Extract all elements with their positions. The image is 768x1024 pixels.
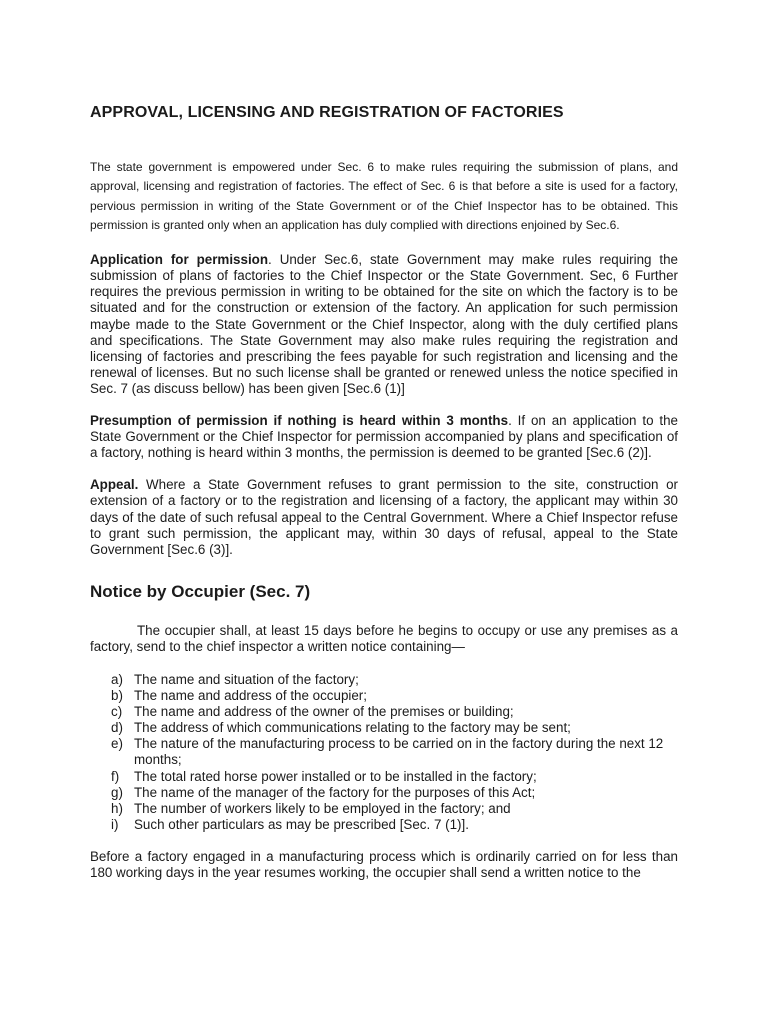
list-marker: i) xyxy=(111,816,119,832)
list-item-text: The name and address of the occupier; xyxy=(134,688,367,704)
document-title: APPROVAL, LICENSING AND REGISTRATION OF FACTORIES xyxy=(90,104,564,121)
list-item-text: The address of which communications relating to the factory may be sent; xyxy=(134,720,571,736)
intro-paragraph: The state government is empowered under Sec. 6 to make rules requiring the submission of plans, and approval, licensing and registration of factories. The effect of Sec. 6 is that before a site is used for a factory, pervious permission in writing of the State Government or of the Chief Inspector has to be obtained. This permission is granted only when an application has duly complied with directions enjoined by Sec.6. xyxy=(90,160,678,232)
closing-paragraph: Before a factory engaged in a manufacturing process which is ordinarily carried on for less than 180 working days in the year resumes working, the occupier shall send a written notice to the xyxy=(90,848,678,880)
appeal-paragraph xyxy=(90,477,678,557)
list-marker: c) xyxy=(111,704,123,720)
list-item-text: The name and situation of the factory; xyxy=(134,671,359,687)
notice-heading: Notice by Occupier (Sec. 7) xyxy=(90,581,311,601)
notice-intro: The occupier shall, at least 15 days before he begins to occupy or use any premises as a factory, send to the chief inspector a written notice containing— xyxy=(90,622,678,654)
list-marker: b) xyxy=(111,688,123,704)
presumption-heading: Presumption of permission if nothing is heard within 3 months xyxy=(90,413,509,429)
appeal-text: Where a State Government refuses to grant permission to the site, construction or extension of a factory or to the registration and licensing of a factory, the applicant may within 30 days of the date of such refusal appeal to the Central Government. Where a Chief Inspector refuse to grant such permission, the applicant may, within 30 days of refusal, appeal to the State Government [Sec.6 (3)]. xyxy=(90,477,678,557)
presumption-paragraph xyxy=(90,413,678,461)
appeal-heading: Appeal. xyxy=(90,477,139,493)
list-marker: a) xyxy=(111,671,123,687)
list-marker: e) xyxy=(111,736,123,752)
list-item xyxy=(90,801,678,817)
list-marker: d) xyxy=(111,720,123,736)
list-marker: f) xyxy=(111,768,120,784)
list-item-text: The name and address of the owner of the premises or building; xyxy=(134,704,514,720)
application-paragraph xyxy=(90,252,678,397)
list-item xyxy=(90,688,678,704)
list-item-text: Such other particulars as may be prescribed [Sec. 7 (1)]. xyxy=(134,816,469,832)
notice-list xyxy=(90,672,678,833)
list-marker: h) xyxy=(111,800,123,816)
list-item xyxy=(90,720,678,736)
list-item xyxy=(90,769,678,785)
list-marker: g) xyxy=(111,784,123,800)
list-item xyxy=(90,704,678,720)
list-item xyxy=(90,736,678,768)
list-item xyxy=(90,672,678,688)
application-heading: Application for permission xyxy=(90,252,269,268)
application-text: . Under Sec.6, state Government may make rules requiring the submission of plans of factories to the Chief Inspector or the State Government. Sec, 6 Further requires the previous permission in writing to be obtained for the site on which the factory is to be situated and for the construction or extension of the factory. An application for such permission maybe made to the State Government or the Chief Inspector, along with the duly certified plans and specifications. The State Government may also make rules requiring the registration and licensing of factories and prescribing the fees payable for such registration and licensing and the renewal of licenses. But no such license shall be granted or renewed unless the notice specified in Sec. 7 (as discuss bellow) has been given [Sec.6 (1)] xyxy=(90,252,678,396)
list-item xyxy=(90,817,678,833)
presumption-text: . If on an application to the State Government or the Chief Inspector for permission accompanied by plans and specification of a factory, nothing is heard within 3 months, the permission is deemed to be granted [Sec.6 (2)]. xyxy=(90,413,678,461)
list-item-text: The number of workers likely to be employed in the factory; and xyxy=(134,800,511,816)
list-item-text: The nature of the manufacturing process to be carried on in the factory during the next 12 months; xyxy=(134,736,664,768)
list-item-text: The total rated horse power installed or to be installed in the factory; xyxy=(134,768,537,784)
list-item xyxy=(90,785,678,801)
list-item-text: The name of the manager of the factory for the purposes of this Act; xyxy=(134,784,536,800)
